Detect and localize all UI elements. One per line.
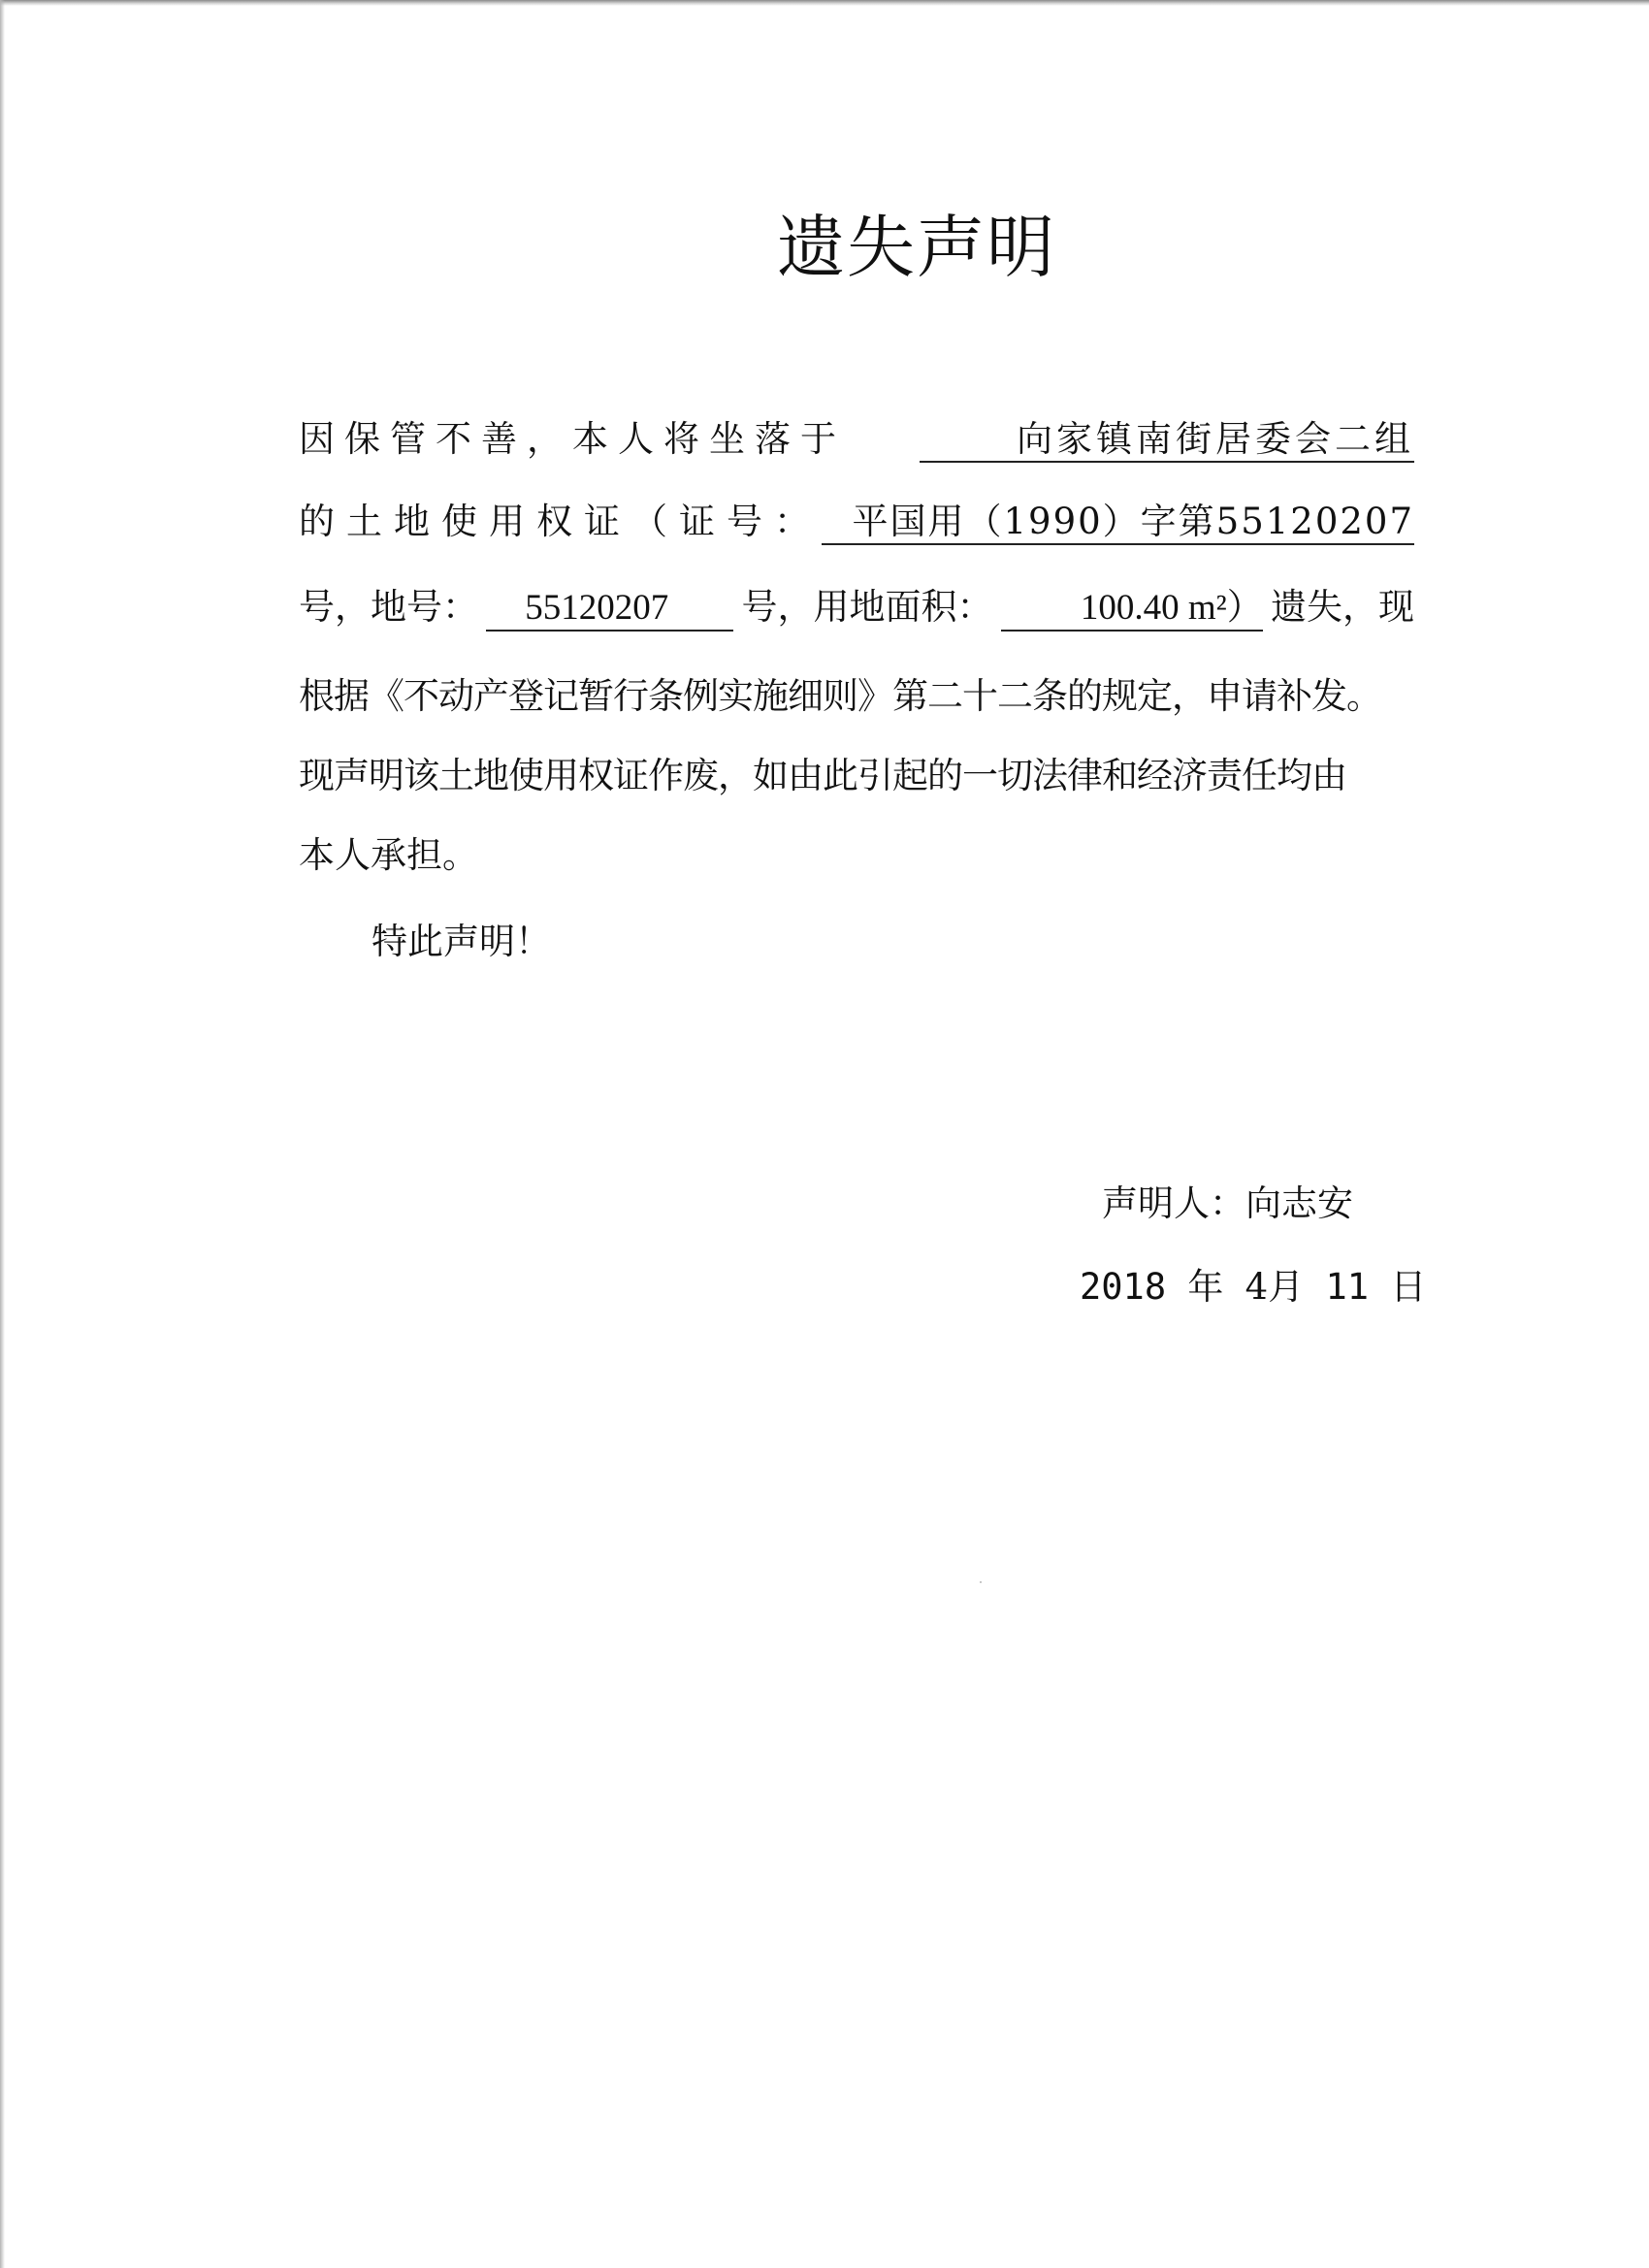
paragraph-line-4: 根据《不动产登记暂行条例实施细则》第二十二条的规定，申请补发。	[299, 675, 1381, 717]
scan-edge-top	[0, 0, 1649, 6]
land-area: 100.40 m²）	[1001, 587, 1263, 632]
line3-prefix: 号，地号：	[299, 586, 478, 628]
certificate-number: 平国用（1990）字第55120207	[822, 501, 1414, 545]
document-title: 遗失声明	[777, 208, 1056, 287]
scan-speck	[980, 1581, 982, 1583]
date-day: 11	[1325, 1266, 1370, 1308]
paragraph-line-2	[299, 498, 1414, 546]
paragraph-line-3	[299, 583, 1414, 632]
line3-suffix: 遗失，现	[1271, 586, 1414, 628]
line1-prefix: 因保管不善，本人将坐落于	[299, 418, 846, 460]
parcel-number: 55120207	[486, 587, 733, 632]
line3-mid: 号，用地面积：	[741, 586, 993, 628]
signature-date	[1080, 1263, 1426, 1312]
scan-edge-left	[0, 0, 5, 2268]
line2-prefix: 的土地使用权证（证号：	[299, 501, 822, 542]
paragraph-line-5: 现声明该土地使用权证作废，如由此引起的一切法律和经济责任均由	[299, 755, 1346, 796]
date-day-unit: 日	[1390, 1266, 1427, 1308]
date-month: 4月	[1245, 1266, 1305, 1308]
signer-label: 声明人：	[1102, 1183, 1245, 1224]
closing-statement: 特此声明！	[372, 921, 551, 962]
paragraph-line-1	[299, 415, 1414, 464]
signer-name: 向志安	[1245, 1183, 1353, 1224]
location-value: 向家镇南街居委会二组	[920, 418, 1414, 463]
date-year-unit: 年	[1187, 1266, 1224, 1308]
signer	[1102, 1180, 1353, 1228]
date-year: 2018	[1080, 1266, 1167, 1308]
paragraph-line-6: 本人承担。	[299, 834, 478, 876]
